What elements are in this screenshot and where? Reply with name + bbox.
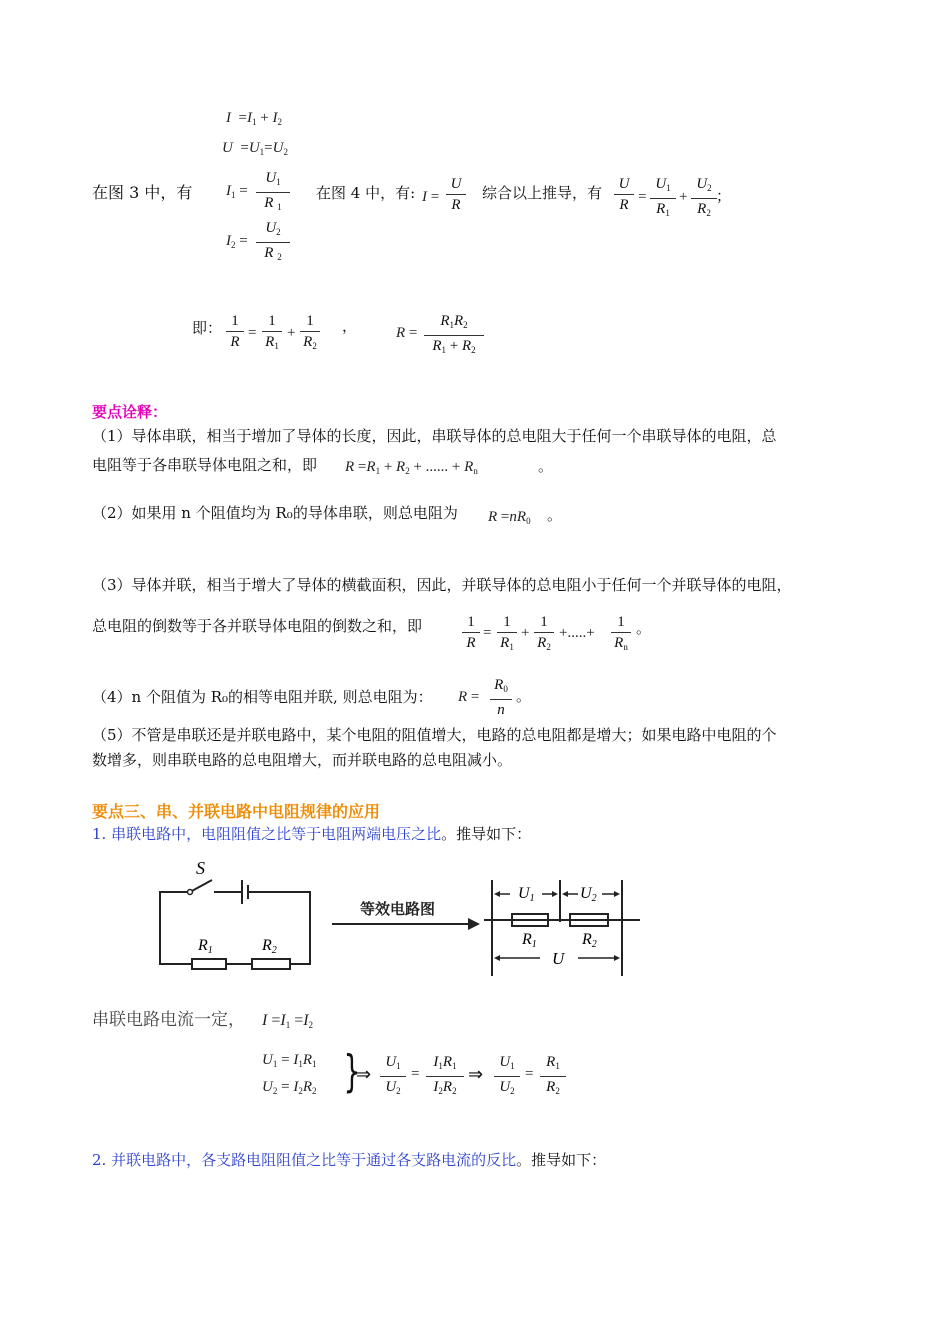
implies-1: ⇒ <box>356 1064 372 1085</box>
switch-lever <box>190 880 212 892</box>
eq-deriv-eq2: = <box>525 1066 534 1082</box>
section3-title: 要点三、串、并联电路中电阻规律的应用 <box>92 802 381 821</box>
eq-combine-u1-r1: $U_1$ $R_1$ <box>650 175 676 222</box>
eq-r1-over-r2: $R_1$ $R_2$ <box>540 1053 566 1100</box>
item2-tail: 。推导如下： <box>516 1151 607 1169</box>
eq-r-total: R = <box>396 325 418 341</box>
period-3: 。 <box>636 619 652 637</box>
point2: （2）如果用 n 个阻值均为 R₀的导体串联，则总电阻为 <box>92 504 458 522</box>
series-current-label: 串联电路电流一定， <box>92 1010 245 1030</box>
label-r2: R2 <box>262 937 277 956</box>
eq-current-parallel: $I =I_1 + I_2$ <box>226 110 282 127</box>
ji-label: 即： <box>192 319 223 337</box>
eq-combine-eq: = <box>638 189 647 205</box>
eq-combine-plus: + <box>679 189 688 205</box>
eq-par-inv-r1: 1 $R_1$ <box>497 613 517 656</box>
point5-line2: 数增多，则串联电路的总电阻增大，而并联电路的总电阻减小。 <box>92 751 513 769</box>
point1-line2: 电阻等于各串联导体电阻之和，即 <box>92 456 318 474</box>
eq-series-nr0: $R =nR_0$ <box>488 509 531 526</box>
period-4: 。 <box>516 687 532 705</box>
eq-ohm-i: I = <box>422 189 440 205</box>
eq-par-eq: = <box>483 625 492 641</box>
resistor-r2 <box>252 959 290 969</box>
point5-line1: （5）不管是串联还是并联电路中，某个电阻的阻值增大，电路的总电阻都是增大；如果电路中电阻的个 <box>92 726 777 744</box>
key-points-title: 要点诠释： <box>92 403 168 421</box>
period-2: 。 <box>547 506 563 524</box>
switch-label-s: S <box>196 858 205 878</box>
eq-par-inv-r: 1 R <box>462 613 480 652</box>
eq-series-current: $I =I_1 =I_2$ <box>262 1012 314 1030</box>
eq-inv-plus: + <box>287 325 296 341</box>
section3-item2 <box>92 1150 606 1170</box>
eq-inv-r1: 1 $R_1$ <box>262 312 282 355</box>
point3-line2: 总电阻的倒数等于各并联导体电阻的倒数之和，即 <box>92 617 423 635</box>
eq-voltage-parallel: $U =U_1=U_2$ <box>222 140 288 157</box>
circuit-wire-right <box>248 892 310 964</box>
resistor-r1 <box>192 959 226 969</box>
eq-deriv-eq1: = <box>411 1066 420 1082</box>
eq-par-r0-over-n: $R_0$ n <box>490 676 512 719</box>
eq-i1-label: $I_1$ = <box>226 183 248 200</box>
eq-ohm-fraction: U R <box>446 175 466 214</box>
in-fig3-label: 在图 3 中，有 <box>92 183 193 202</box>
period-1: 。 <box>538 457 554 475</box>
eq-u1-over-u2-final: $U_1$ $U_2$ <box>494 1053 520 1100</box>
eq-par-inv-r2: 1 $R_2$ <box>534 613 554 656</box>
eq-label-u: U <box>552 949 565 968</box>
eq-combine-u-r: U R <box>614 175 634 214</box>
eq-combine-u2-r2: $U_2$ $R_2$ <box>691 175 717 222</box>
eq-label-r2: R2 <box>582 931 597 950</box>
eq-i2-label: $I_2$ = <box>226 233 248 250</box>
item2-blue-text: 2. 并联电路中，各支路电阻阻值之比等于通过各支路电流的反比 <box>92 1151 517 1169</box>
eq-label-u2: U2 <box>580 885 597 904</box>
eq-par-plus1: + <box>521 625 530 641</box>
eq-par-dots: +.....+ <box>559 625 595 641</box>
eq-u2-i2r2: $U_2 = I_2R_2$ <box>262 1079 317 1096</box>
eq-series-sum: $R =R_1 + R_2$ + ...... + $R_n$ <box>345 459 478 476</box>
in-fig4-label: 在图 4 中，有: <box>316 184 416 202</box>
eq-i1-fraction: $U_1$ R $_1$ <box>256 169 290 216</box>
label-r1: R1 <box>198 937 213 956</box>
point1-line1: （1）导体串联，相当于增加了导体的长度，因此，串联导体的总电阻大于任何一个串联导体的电阻，总 <box>92 427 777 445</box>
point4: （4）n 个阻值为 R₀的相等电阻并联, 则总电阻为： <box>92 688 433 706</box>
eq-u1-i1r1: $U_1 = I_1R_1$ <box>262 1052 317 1069</box>
eq-i2-fraction: $U_2$ R $_2$ <box>256 219 290 266</box>
implies-2: ⇒ <box>468 1064 484 1085</box>
arrow-label: 等效电路图 <box>360 900 436 918</box>
eq-label-r1: R1 <box>522 931 537 950</box>
eq-par-inv-rn: 1 $R_n$ <box>611 613 631 656</box>
brace-right: } <box>343 1046 361 1097</box>
eq-label-u1: U1 <box>518 885 535 904</box>
circuit-wire-left <box>160 892 192 964</box>
eq-u1-over-u2: $U_1$ $U_2$ <box>380 1053 406 1100</box>
combine-label: 综合以上推导，有 <box>482 184 603 202</box>
eq-inv-r2: 1 $R_2$ <box>300 312 320 355</box>
semicolon: ； <box>716 187 732 205</box>
ji-comma: ， <box>342 317 358 335</box>
item1-blue-text: 1. 串联电路中，电阻阻值之比等于电阻两端电压之比 <box>92 825 442 843</box>
item1-tail: 。推导如下： <box>441 825 532 843</box>
eq-inv-r: 1 R <box>226 312 244 351</box>
section3-item1 <box>92 824 531 844</box>
point3-line1: （3）导体并联，相当于增大了导体的横截面积，因此，并联导体的总电阻小于任何一个并联导体的电阻， <box>92 576 792 594</box>
equivalent-arrow-head <box>468 918 480 930</box>
eq-i1r1-over-i2r2: $I_1R_1$ $I_2R_2$ <box>426 1053 464 1100</box>
eq-r-product-over-sum: $R_1R_2$ $R_1 + R_2$ <box>424 312 484 359</box>
eq-inv-eq: = <box>248 325 257 341</box>
eq-par-r: R = <box>458 689 480 705</box>
